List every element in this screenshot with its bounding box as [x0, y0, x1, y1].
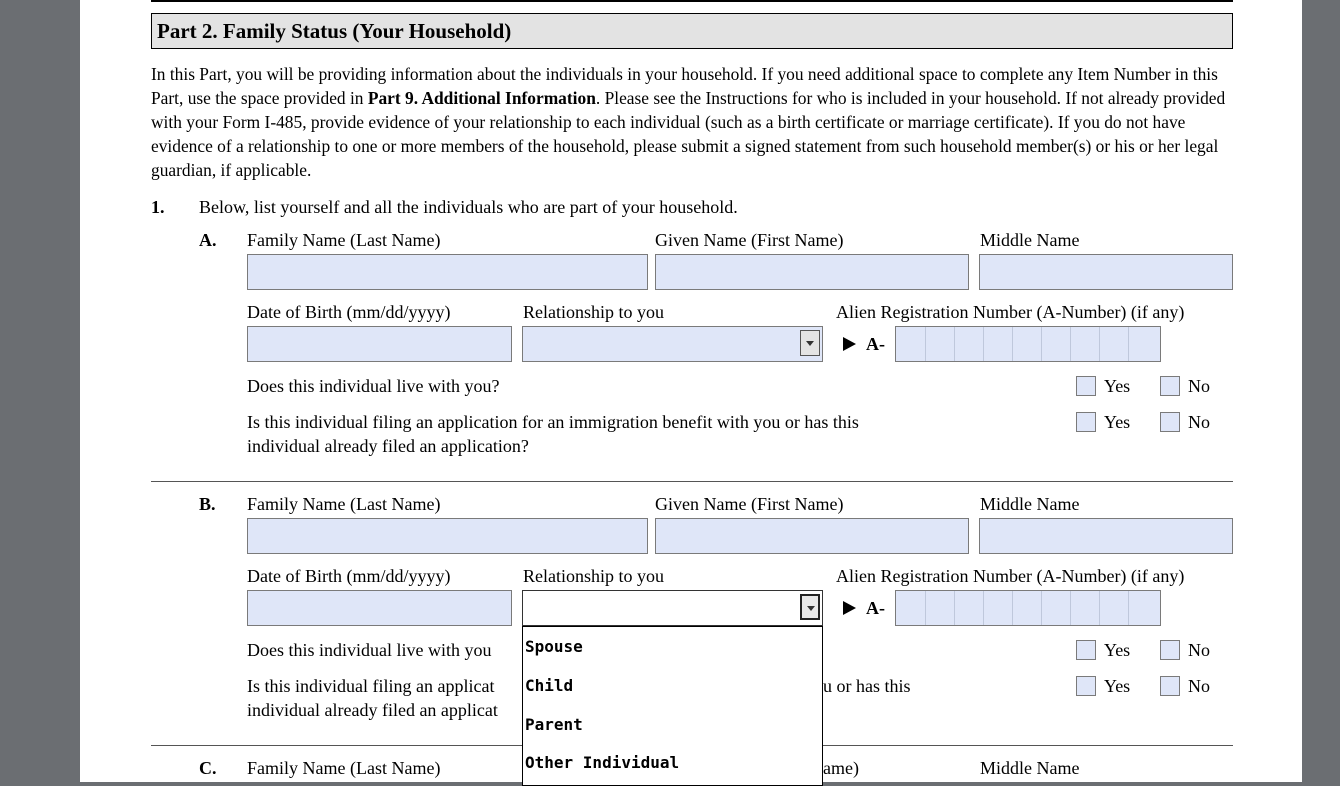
b-anumber-input[interactable] [895, 590, 1161, 626]
filing-label-line2: individual already filed an application? [247, 436, 529, 456]
filing-label-line1: Is this individual filing an application for an immigration benefit with you or has this [247, 412, 859, 432]
family-name-label: Family Name (Last Name) [247, 230, 441, 250]
a-live-yes-checkbox[interactable] [1076, 376, 1096, 396]
arrow-icon [843, 601, 856, 615]
a-filing-yes-checkbox[interactable] [1076, 412, 1096, 432]
a-relationship-select[interactable] [522, 326, 823, 362]
b-given-name-input[interactable] [655, 518, 969, 554]
a-live-no-checkbox[interactable] [1160, 376, 1180, 396]
option-spouse[interactable]: Spouse [525, 637, 583, 656]
yes-label: Yes [1104, 640, 1131, 660]
a-prefix: A- [866, 598, 885, 618]
b-live-no-checkbox[interactable] [1160, 640, 1180, 660]
section-c-letter: C. [199, 758, 217, 778]
item-number: 1. [151, 197, 165, 217]
family-name-label: Family Name (Last Name) [247, 494, 441, 514]
a-prefix: A- [866, 334, 885, 354]
anumber-label: Alien Registration Number (A-Number) (if any) [836, 566, 1185, 586]
a-dob-input[interactable] [247, 326, 512, 362]
live-with-label: Does this individual live with you? [247, 376, 500, 396]
section-b-letter: B. [199, 494, 216, 514]
b-dob-input[interactable] [247, 590, 512, 626]
section-a-letter: A. [199, 230, 217, 250]
dob-label: Date of Birth (mm/dd/yyyy) [247, 566, 451, 586]
no-label: No [1188, 676, 1210, 696]
option-parent[interactable]: Parent [525, 715, 583, 734]
yes-label: Yes [1104, 676, 1131, 696]
family-name-label: Family Name (Last Name) [247, 758, 441, 778]
no-label: No [1188, 412, 1210, 432]
anumber-label: Alien Registration Number (A-Number) (if any) [836, 302, 1185, 322]
yes-label: Yes [1104, 376, 1131, 396]
yes-label: Yes [1104, 412, 1131, 432]
filing-label-line1-right: u or has this [823, 676, 911, 696]
chevron-down-icon[interactable] [800, 594, 820, 620]
relationship-label: Relationship to you [523, 302, 664, 322]
b-filing-no-checkbox[interactable] [1160, 676, 1180, 696]
middle-name-label: Middle Name [980, 230, 1080, 250]
dob-label: Date of Birth (mm/dd/yyyy) [247, 302, 451, 322]
a-middle-name-input[interactable] [979, 254, 1233, 290]
arrow-icon [843, 337, 856, 351]
option-child[interactable]: Child [525, 676, 574, 695]
b-live-yes-checkbox[interactable] [1076, 640, 1096, 660]
option-other-individual[interactable]: Other Individual [525, 753, 680, 772]
part-header: Part 2. Family Status (Your Household) [151, 13, 1233, 49]
filing-label-line2: individual already filed an applicat [247, 700, 498, 720]
a-filing-no-checkbox[interactable] [1160, 412, 1180, 432]
middle-name-label: Middle Name [980, 758, 1080, 778]
b-relationship-select[interactable] [522, 590, 823, 626]
a-family-name-input[interactable] [247, 254, 648, 290]
a-anumber-input[interactable] [895, 326, 1161, 362]
filing-label-line1-left: Is this individual filing an applicat [247, 676, 495, 696]
item-text: Below, list yourself and all the individuals who are part of your household. [199, 197, 738, 217]
given-name-label: Given Name (First Name) [655, 230, 844, 250]
form-page [80, 0, 1302, 782]
chevron-down-icon[interactable] [800, 330, 820, 356]
top-rule [151, 0, 1233, 2]
b-filing-yes-checkbox[interactable] [1076, 676, 1096, 696]
a-given-name-input[interactable] [655, 254, 969, 290]
no-label: No [1188, 376, 1210, 396]
intro-paragraph: In this Part, you will be providing information about the individuals in your household. If you need additional space to complete any Item Number in this Part, use the space provided in Part 9. Additional Information. Please see the Instructions for who is included in your household. If not already provided with your Form I-485, provide evidence of your relationship to each individual (such as a birth certificate or marriage certificate). If you do not have evidence of a relationship to one or more members of the household, please submit a signed statement from such household member(s) or his or her legal guardian, if applicable. [151, 64, 1226, 180]
b-middle-name-input[interactable] [979, 518, 1233, 554]
b-family-name-input[interactable] [247, 518, 648, 554]
given-name-label: Given Name (First Name) [655, 494, 844, 514]
relationship-dropdown-list[interactable] [522, 626, 823, 786]
section-divider [151, 481, 1233, 482]
no-label: No [1188, 640, 1210, 660]
relationship-label: Relationship to you [523, 566, 664, 586]
middle-name-label: Middle Name [980, 494, 1080, 514]
live-with-label: Does this individual live with you [247, 640, 492, 660]
given-name-label: ame) [823, 758, 859, 778]
